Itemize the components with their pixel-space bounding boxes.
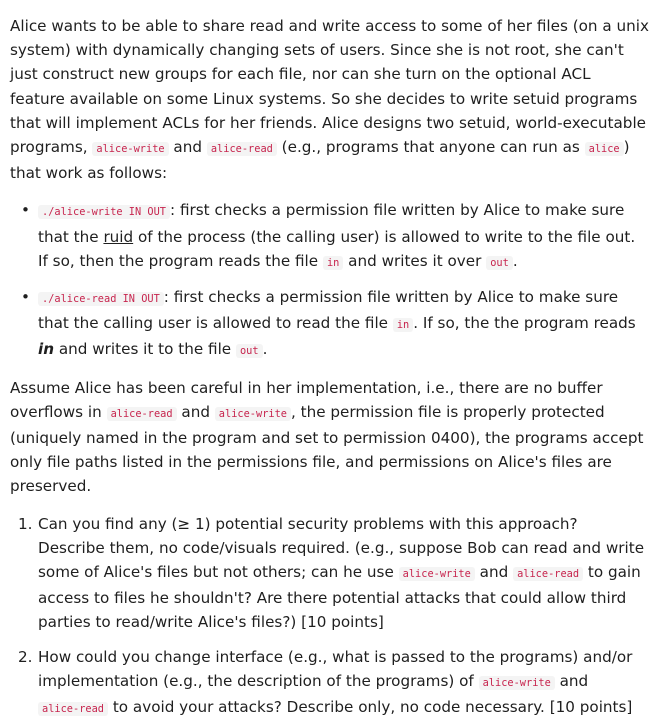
code-alice-write: alice-write [92, 142, 168, 156]
intro-text-4: ) that work as follows: [10, 138, 630, 183]
list-item-alice-read [10, 285, 649, 364]
question-list [10, 512, 649, 721]
bullet-text: . [512, 251, 518, 270]
intro-text-3: (e.g., programs that anyone can run as [276, 138, 585, 157]
bullet-text: of the process (the calling user) is allowed to write to the file out. If so, then the program reads the file [38, 227, 636, 270]
code-alice: alice [585, 142, 624, 156]
assume-text-1: Assume Alice has been careful in her implementation, i.e., there are no buffer overflows in [10, 378, 603, 421]
code-alice-read: alice-read [38, 702, 108, 716]
code-alice-write: alice-write [215, 407, 291, 421]
intro-text-1: Alice wants to be able to share read and write access to some of her files (on a unix system) with dynamically changing sets of users. Since she is not root, she can't just construct new groups for each file, nor can she turn on the optional ACL feature available on some Linux systems. So she decides to write setuid programs that will implement ACLs for her friends. Alice designs two setuid, world-executable programs, [10, 17, 649, 157]
question-text: How could you change interface (e.g., what is passed to the programs) and/or implementation (e.g., the description of the programs) of [38, 647, 633, 690]
code-in: in [323, 256, 343, 270]
assume-text-3: , the permission file is properly protected (uniquely named in the program and set to permission 0400), the programs accept only file paths listed in the permissions file, and permissions on Alice's files are preserved. [10, 402, 644, 496]
code-alice-write-usage: ./alice-write IN OUT [38, 205, 170, 219]
code-out: out [486, 256, 513, 270]
bullet-text: . [262, 340, 268, 359]
program-list [10, 198, 649, 363]
question-text: Can you find any (≥ 1) potential security problems with this approach? Describe them, no code/visuals required. (e.g., suppose Bob can read and write some of Alice's files but not others; can he use [38, 514, 645, 582]
list-item-alice-write [10, 198, 649, 275]
bullet-dot: • [21, 201, 30, 220]
bullet-text: : first checks a permission file written by Alice to make sure that the calling user is allowed to read the file [38, 288, 619, 333]
code-in: in [393, 318, 413, 332]
intro-text-2: and [168, 138, 207, 157]
question-text: and [474, 563, 514, 582]
bullet-text: : first checks a permission file written by Alice to make sure that the [38, 201, 625, 246]
question-number: 2. [18, 647, 33, 666]
question-1 [10, 512, 649, 635]
question-text: to gain access to files he shouldn't? Are there potential attacks that could allow third parties to read/write Alice's files?) [10 points] [38, 563, 641, 632]
code-alice-read-usage: ./alice-read IN OUT [38, 292, 164, 306]
question-number: 1. [18, 514, 33, 533]
question-text: and [554, 671, 589, 690]
question-2 [10, 645, 649, 721]
code-alice-read: alice-read [513, 567, 583, 581]
bullet-dot: • [21, 288, 30, 307]
code-alice-read: alice-read [107, 407, 177, 421]
bullet-text: . If so, the the program reads [413, 314, 636, 333]
in-bold-italic: in [38, 340, 55, 359]
question-text: to avoid your attacks? Describe only, no code necessary. [10 points] [108, 698, 633, 717]
ruid-underlined: ruid [103, 227, 134, 246]
assume-text-2: and [176, 402, 215, 421]
bullet-text: and writes it to the file [54, 340, 236, 359]
code-out: out [236, 344, 263, 358]
code-alice-write: alice-write [399, 567, 475, 581]
code-alice-write: alice-write [479, 676, 555, 690]
bullet-text: and writes it over [343, 251, 487, 270]
assumption-paragraph [10, 376, 649, 499]
code-alice-read: alice-read [207, 142, 277, 156]
intro-paragraph [10, 14, 649, 185]
